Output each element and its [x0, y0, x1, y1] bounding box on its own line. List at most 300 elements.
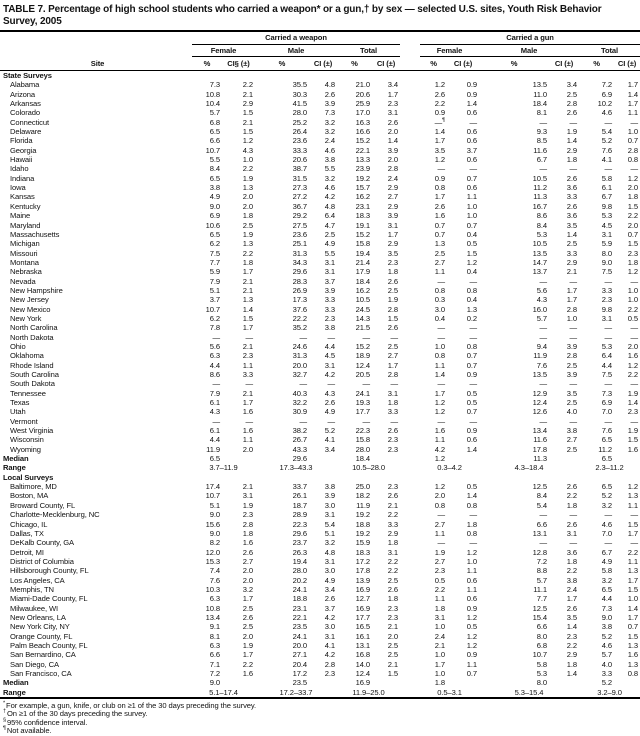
value-cell: 14.0 — [355, 659, 370, 669]
value-cell: 2.2 — [387, 566, 399, 576]
value-cell: 5.8 — [601, 566, 613, 576]
value-cell: 1.9 — [566, 127, 578, 137]
value-cell: 2.3 — [387, 612, 399, 622]
column-gap — [400, 641, 420, 650]
value-cell: 2.5 — [242, 220, 253, 230]
value-cell: 1.1 — [434, 360, 446, 370]
value-cell: — — [569, 164, 578, 174]
value-cell: 1.5 — [242, 108, 253, 118]
value-cell: 37.6 — [292, 304, 307, 314]
value-cell: 2.1 — [387, 659, 399, 669]
column-gap — [400, 342, 420, 351]
value-cell: 2.6 — [566, 108, 578, 118]
value-cell: 16.1 — [355, 631, 370, 641]
value-cell: 6.9 — [601, 398, 613, 408]
value-cell: 10.8 — [205, 89, 220, 99]
value-cell: — — [299, 332, 307, 342]
value-cell: 19.2 — [355, 510, 370, 520]
value-cell: 2.3 — [324, 313, 335, 323]
value-cell: 8.2 — [209, 538, 220, 548]
value-cell: 6.4 — [324, 211, 335, 221]
value-cell: 1.2 — [466, 631, 478, 641]
value-cell: 0.4 — [466, 267, 478, 277]
table-row — [0, 239, 640, 248]
value-cell: 11.9 — [206, 444, 220, 454]
value-cell: — — [327, 332, 335, 342]
value-cell: 1.9 — [242, 500, 253, 510]
value-cell: 0.6 — [466, 435, 478, 445]
value-cell: 2.6 — [324, 89, 335, 99]
table-row — [0, 249, 640, 258]
value-cell: 18.8 — [355, 519, 370, 529]
value-cell: 5.2 — [601, 136, 613, 146]
column-gap — [400, 594, 420, 603]
median-value: 16.9 — [355, 678, 370, 688]
value-cell: 16.9 — [355, 603, 370, 613]
value-cell: 2.1 — [434, 640, 446, 650]
value-cell: 2.5 — [566, 360, 578, 370]
value-cell: 2.1 — [242, 285, 253, 295]
table-row — [0, 108, 640, 117]
value-cell: 1.6 — [434, 426, 446, 436]
value-cell: 25.1 — [292, 239, 307, 249]
site-name: Detroit, MI — [10, 547, 44, 557]
value-cell: 5.8 — [536, 659, 548, 669]
value-cell: 1.9 — [242, 229, 253, 239]
value-cell: 5.5 — [324, 164, 335, 174]
value-cell: 2.1 — [242, 341, 253, 351]
value-cell: — — [604, 416, 613, 426]
empty-cell — [309, 678, 337, 687]
value-cell: 5.7 — [536, 575, 548, 585]
value-cell: 27.3 — [292, 183, 307, 193]
value-cell: 15.2 — [355, 341, 370, 351]
value-cell: 1.0 — [627, 295, 639, 305]
value-cell: 1.0 — [434, 669, 446, 678]
value-cell: 11.6 — [533, 435, 548, 445]
range-row — [0, 688, 640, 698]
value-cell: 0.7 — [466, 669, 478, 678]
value-cell: 4.9 — [324, 239, 335, 249]
value-cell: 4.6 — [324, 145, 335, 155]
value-cell: 0.9 — [466, 80, 478, 90]
value-cell: 1.4 — [387, 136, 399, 146]
column-gap — [400, 501, 420, 510]
value-cell: 11.9 — [533, 351, 548, 361]
value-cell: 23.9 — [355, 164, 370, 174]
value-cell: 1.7 — [387, 360, 399, 370]
value-cell: 3.3 — [324, 304, 335, 314]
value-cell: 1.3 — [466, 304, 478, 314]
value-cell: 1.6 — [242, 538, 253, 548]
table-row — [0, 585, 640, 594]
value-cell: — — [437, 510, 446, 520]
value-cell: 17.8 — [355, 566, 370, 576]
value-cell: — — [539, 510, 548, 520]
value-cell: 4.5 — [601, 220, 613, 230]
value-cell: 1.7 — [566, 285, 578, 295]
site-name: Texas — [10, 398, 30, 408]
value-cell: 16.9 — [355, 584, 370, 594]
value-cell: 5.1 — [209, 285, 220, 295]
footnote-text: 95% confidence interval. — [6, 717, 88, 727]
value-cell: 13.5 — [532, 80, 548, 90]
value-cell: 1.1 — [242, 435, 253, 445]
column-gap — [400, 398, 420, 407]
value-cell: 7.6 — [601, 145, 613, 155]
value-cell: — — [362, 379, 370, 389]
value-cell: 4.3 — [209, 407, 220, 417]
value-cell: 3.1 — [324, 267, 335, 277]
column-gap — [400, 379, 420, 388]
table-row — [0, 594, 640, 603]
table-title: TABLE 7. Percentage of high school students who carried a weapon* or a gun,† by sex — selected U.S. sites, Youth Risk Behavior Survey, 2005 — [0, 3, 640, 32]
site-name: San Francisco, CA — [10, 669, 72, 678]
weapon-male-header: Male — [255, 45, 337, 57]
value-cell: 17.0 — [355, 108, 370, 118]
value-cell: 30.3 — [292, 89, 307, 99]
empty-cell — [222, 678, 255, 687]
table-row — [0, 407, 640, 416]
value-cell: 3.1 — [387, 388, 399, 398]
value-cell: 2.4 — [324, 136, 335, 146]
value-cell: 2.4 — [434, 631, 446, 641]
value-cell: 12.9 — [532, 388, 548, 398]
value-cell: — — [212, 379, 220, 389]
median-value: 1.2 — [434, 454, 446, 464]
site-name: West Virginia — [10, 426, 54, 436]
footnote-line — [3, 719, 640, 727]
value-cell: 18.2 — [355, 491, 370, 501]
value-cell: 29.2 — [292, 211, 307, 221]
value-cell: 27.1 — [292, 650, 307, 660]
value-cell: — — [539, 379, 548, 389]
value-cell: 2.8 — [566, 351, 578, 361]
value-cell: 2.6 — [324, 398, 335, 408]
value-cell: 2.6 — [387, 276, 399, 286]
ci-column-header: CI (±) — [309, 57, 337, 71]
value-cell: 23.6 — [292, 136, 307, 146]
value-cell: 2.7 — [387, 351, 399, 361]
value-cell: 1.2 — [466, 640, 478, 650]
value-cell: 3.0 — [324, 500, 335, 510]
site-name: Michigan — [10, 239, 40, 249]
gun-group-header: Carried a gun — [420, 32, 640, 45]
column-gap — [400, 454, 420, 463]
value-cell: 17.7 — [355, 612, 370, 622]
value-cell: 10.8 — [205, 603, 220, 613]
table-row — [0, 99, 640, 108]
value-cell: 6.5 — [209, 173, 220, 183]
value-cell: — — [469, 510, 478, 520]
value-cell: 1.7 — [627, 528, 639, 538]
value-cell: 10.7 — [205, 491, 220, 501]
value-cell: 5.8 — [601, 173, 613, 183]
value-cell: 12.4 — [532, 398, 548, 408]
table-row — [0, 417, 640, 426]
value-cell: 1.6 — [242, 426, 253, 436]
value-cell: 4.2 — [324, 612, 335, 622]
value-cell: 1.8 — [387, 267, 399, 277]
value-cell: — — [469, 164, 478, 174]
value-cell: 2.2 — [387, 510, 399, 520]
value-cell: 11.1 — [533, 584, 548, 594]
site-name: Kansas — [10, 192, 35, 202]
value-cell: 1.5 — [242, 127, 253, 137]
value-cell: 11.2 — [598, 444, 613, 454]
value-cell: 4.2 — [324, 192, 335, 202]
column-gap — [400, 230, 420, 239]
column-gap — [400, 146, 420, 155]
table-row — [0, 501, 640, 510]
value-cell: 1.4 — [566, 136, 578, 146]
value-cell: 1.7 — [627, 80, 639, 90]
value-cell: 2.6 — [434, 89, 446, 99]
value-cell: 27.2 — [292, 192, 307, 202]
value-cell: 2.6 — [566, 201, 578, 211]
value-cell: 3.8 — [566, 426, 578, 436]
value-cell: 15.8 — [355, 239, 370, 249]
value-cell: 4.6 — [601, 108, 613, 118]
site-name: San Bernardino, CA — [10, 650, 76, 660]
value-cell: 2.7 — [566, 435, 578, 445]
value-cell: 10.2 — [597, 99, 613, 109]
value-cell: 2.5 — [242, 622, 253, 632]
median-value: 29.6 — [292, 454, 307, 464]
column-gap — [400, 267, 420, 276]
value-cell: 35.2 — [292, 323, 307, 333]
value-cell: 19.3 — [355, 398, 370, 408]
value-cell: 5.9 — [601, 239, 613, 249]
value-cell: 15.4 — [532, 612, 548, 622]
empty-cell — [614, 454, 640, 463]
value-cell: 0.9 — [466, 89, 478, 99]
column-gap — [400, 435, 420, 444]
value-cell: 7.3 — [601, 388, 613, 398]
table-row — [0, 510, 640, 519]
value-cell: 20.6 — [292, 155, 307, 165]
site-name: Hillsborough County, FL — [10, 566, 89, 576]
value-cell: 9.8 — [601, 304, 613, 314]
value-cell: 11.2 — [533, 183, 548, 193]
table-row — [0, 632, 640, 641]
value-cell: 1.0 — [434, 622, 446, 632]
table-row — [0, 351, 640, 360]
column-gap — [400, 407, 420, 416]
value-cell: 1.1 — [627, 108, 639, 118]
value-cell: 2.3 — [601, 295, 613, 305]
value-cell: 3.7 — [324, 603, 335, 613]
table-row — [0, 370, 640, 379]
value-cell: — — [390, 416, 399, 426]
value-cell: 1.6 — [242, 407, 253, 417]
value-cell: 8.8 — [536, 566, 548, 576]
value-cell: 1.6 — [434, 211, 446, 221]
column-gap — [400, 57, 420, 71]
value-cell: 1.4 — [627, 398, 639, 408]
value-cell: 18.8 — [292, 594, 307, 604]
column-gap — [400, 426, 420, 435]
table-header — [0, 32, 640, 71]
value-cell: 1.8 — [242, 211, 253, 221]
value-cell: 1.7 — [627, 612, 639, 622]
site-name: Connecticut — [10, 117, 50, 127]
value-cell: 16.2 — [355, 285, 370, 295]
range-value: 0.5–3.1 — [437, 687, 462, 697]
table-row — [0, 613, 640, 622]
value-cell: 22.1 — [355, 145, 370, 155]
column-gap — [400, 90, 420, 99]
table-row — [0, 548, 640, 557]
value-cell: — — [327, 416, 335, 426]
ci-column-header: CI (±) — [614, 57, 640, 71]
table-row — [0, 295, 640, 304]
value-cell: 13.7 — [532, 267, 548, 277]
value-cell: 3.1 — [324, 510, 335, 520]
value-cell: 1.4 — [627, 89, 639, 99]
value-cell: 2.9 — [387, 239, 399, 249]
value-cell: 2.4 — [387, 173, 399, 183]
value-cell: 1.7 — [242, 323, 253, 333]
value-cell: 1.7 — [434, 192, 446, 202]
value-cell: 28.0 — [355, 444, 370, 454]
value-cell: 9.0 — [209, 528, 220, 538]
value-cell: — — [630, 323, 639, 333]
column-gap — [400, 370, 420, 379]
value-cell: — — [569, 510, 578, 520]
value-cell: 5.5 — [209, 155, 220, 165]
site-name: Arkansas — [10, 99, 41, 109]
value-cell: 2.1 — [242, 388, 253, 398]
value-cell: 6.6 — [209, 136, 220, 146]
value-cell: 19.2 — [355, 173, 370, 183]
value-cell: 2.9 — [387, 528, 399, 538]
value-cell: 5.7 — [536, 313, 548, 323]
value-cell: 2.1 — [387, 622, 399, 632]
value-cell: 17.3 — [292, 295, 307, 305]
value-cell: 3.5 — [566, 388, 578, 398]
pct-column-header: % — [192, 57, 222, 71]
value-cell: 1.1 — [627, 500, 639, 510]
value-cell: — — [437, 538, 446, 548]
value-cell: 41.5 — [292, 99, 307, 109]
column-gap — [400, 445, 420, 454]
value-cell: 2.5 — [387, 650, 399, 660]
value-cell: — — [437, 379, 446, 389]
value-cell: — — [539, 416, 548, 426]
value-cell: 21.5 — [355, 323, 370, 333]
value-cell: 2.2 — [242, 80, 253, 90]
value-cell: — — [437, 164, 446, 174]
value-cell: 1.1 — [434, 435, 446, 445]
value-cell: 4.4 — [601, 360, 613, 370]
not-available-marker: ¶ — [442, 117, 446, 124]
column-gap — [400, 529, 420, 538]
value-cell: 0.6 — [466, 183, 478, 193]
value-cell: 2.0 — [627, 220, 639, 230]
table-row — [0, 361, 640, 370]
value-cell: 16.2 — [355, 192, 370, 202]
table-row — [0, 323, 640, 332]
value-cell: 1.8 — [566, 155, 578, 165]
value-cell: 6.7 — [601, 547, 613, 557]
value-cell: 14.3 — [355, 313, 370, 323]
value-cell: 15.8 — [355, 435, 370, 445]
table-row — [0, 520, 640, 529]
value-cell: 3.9 — [387, 145, 399, 155]
value-cell: 1.1 — [466, 584, 478, 594]
value-cell: 12.5 — [532, 603, 548, 613]
value-cell: 6.8 — [209, 117, 220, 127]
value-cell: 16.6 — [355, 127, 370, 137]
table-row — [0, 136, 640, 145]
value-cell: 1.9 — [242, 640, 253, 650]
value-cell: 0.4 — [434, 313, 446, 323]
value-cell: — — [299, 379, 307, 389]
column-gap — [400, 585, 420, 594]
table-row — [0, 660, 640, 669]
value-cell: — — [604, 276, 613, 286]
value-cell: 2.0 — [242, 201, 253, 211]
median-row — [0, 454, 640, 463]
value-cell: 24.1 — [355, 388, 370, 398]
value-cell: 2.3 — [387, 603, 399, 613]
value-cell: 6.1 — [601, 183, 613, 193]
value-cell: 1.9 — [627, 426, 639, 436]
value-cell: 17.9 — [355, 267, 370, 277]
value-cell: — — [362, 332, 370, 342]
value-cell: 15.3 — [205, 556, 220, 566]
value-cell: 18.3 — [355, 211, 370, 221]
value-cell: 3.5 — [434, 145, 446, 155]
value-cell: 13.1 — [355, 640, 370, 650]
range-value: 10.5–28.0 — [352, 463, 385, 473]
site-name: New Hampshire — [10, 285, 63, 295]
value-cell: 25.2 — [292, 117, 307, 127]
value-cell: 1.2 — [627, 173, 639, 183]
value-cell: 5.1 — [324, 528, 335, 538]
value-cell: 15.6 — [205, 519, 220, 529]
site-header-spacer — [0, 32, 192, 45]
column-gap — [400, 221, 420, 230]
table-row — [0, 277, 640, 286]
value-cell: 0.8 — [434, 351, 446, 361]
value-cell: 3.1 — [566, 528, 578, 538]
site-name: DeKalb County, GA — [10, 538, 75, 548]
site-name: South Carolina — [10, 370, 59, 379]
site-name: Idaho — [10, 164, 29, 174]
value-cell: 3.7 — [209, 295, 220, 305]
value-cell: 7.5 — [601, 370, 613, 379]
pct-column-header: % — [255, 57, 309, 71]
value-cell: — — [630, 379, 639, 389]
column-gap — [400, 557, 420, 566]
value-cell: 3.5 — [566, 220, 578, 230]
value-cell: 31.3 — [292, 351, 307, 361]
table-row — [0, 118, 640, 127]
site-name: Broward County, FL — [10, 500, 76, 510]
value-cell: 1.9 — [242, 173, 253, 183]
value-cell: 8.1 — [536, 108, 548, 118]
value-cell: 6.1 — [209, 426, 220, 436]
value-cell: 1.8 — [434, 603, 446, 613]
value-cell: 3.2 — [601, 500, 613, 510]
range-row — [0, 463, 640, 472]
value-cell: 2.2 — [627, 370, 639, 379]
value-cell: 2.3 — [387, 257, 399, 267]
value-cell: 1.8 — [566, 659, 578, 669]
value-cell: 2.3 — [434, 566, 446, 576]
